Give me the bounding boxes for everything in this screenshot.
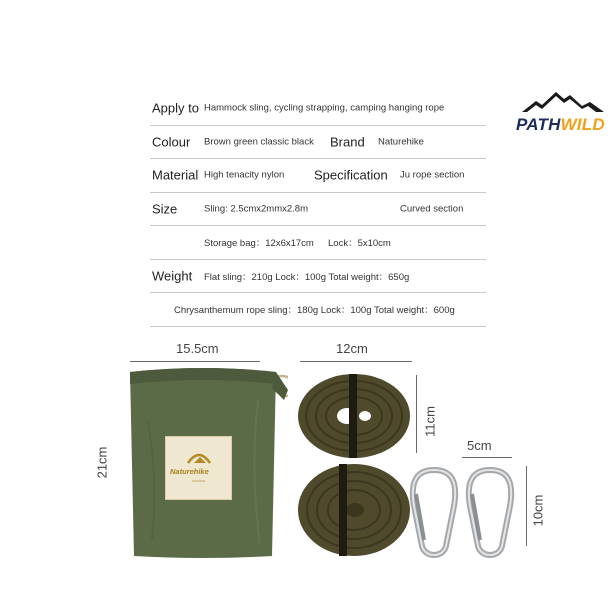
strap-height-label: 11cm bbox=[422, 406, 438, 437]
material-label: Material bbox=[152, 167, 199, 183]
sling-strap-top-image bbox=[295, 370, 413, 462]
spec-table bbox=[150, 92, 486, 327]
logo-text-wild: WILD bbox=[560, 115, 605, 134]
spec-row-colour bbox=[150, 126, 486, 160]
carabiner-width-line bbox=[462, 457, 512, 458]
apply-label: Apply to bbox=[152, 100, 199, 116]
brand-label: Brand bbox=[330, 134, 365, 150]
sling-strap-bottom-image bbox=[295, 460, 413, 560]
apply-value: Hammock sling, cycling strapping, camping hanging rope bbox=[204, 102, 445, 114]
size-sling: Sling: 2.5cmx2mmx2.8m bbox=[204, 203, 309, 215]
brand-value: Naturehike bbox=[378, 136, 424, 148]
spec-row-apply bbox=[150, 92, 486, 126]
strap-height-line bbox=[416, 375, 417, 453]
spec-row-storage bbox=[150, 226, 486, 260]
pathwild-logo bbox=[516, 88, 610, 140]
strap-width-line bbox=[300, 361, 412, 362]
mountain-icon bbox=[522, 88, 604, 114]
bag-logo-icon bbox=[166, 437, 233, 467]
weight-flat: Flat sling：210g Lock：100g Total weight：650g bbox=[204, 271, 410, 283]
spec-row-chrysanthemum bbox=[150, 293, 486, 327]
weight-chrysanthemum: Chrysanthemum rope sling：180g Lock：100g Total weight：600g bbox=[174, 305, 455, 317]
size-label: Size bbox=[152, 201, 178, 217]
storage-bag: Storage bag：12x6x17cm bbox=[204, 238, 314, 250]
carabiner-height-line bbox=[526, 466, 527, 546]
bag-width-label: 15.5cm bbox=[176, 341, 219, 356]
logo-text bbox=[516, 115, 605, 135]
strap-width-label: 12cm bbox=[336, 341, 368, 356]
bag-label bbox=[165, 436, 232, 500]
logo-text-path: PATH bbox=[516, 115, 561, 134]
colour-value: Brown green classic black bbox=[204, 136, 314, 148]
carabiner-height-label: 10cm bbox=[530, 494, 546, 527]
spec-row-size bbox=[150, 193, 486, 227]
lock-size: Lock：5x10cm bbox=[328, 238, 391, 250]
specification-value: Ju rope section bbox=[400, 169, 465, 181]
material-value: High tenacity nylon bbox=[204, 169, 285, 181]
carabiner-right-image bbox=[462, 466, 518, 562]
carabiner-width-label: 5cm bbox=[467, 438, 492, 453]
spec-row-weight bbox=[150, 260, 486, 294]
carabiner-left-image bbox=[406, 466, 462, 562]
size-curved: Curved section bbox=[400, 203, 464, 215]
spec-row-material bbox=[150, 159, 486, 193]
weight-label: Weight bbox=[152, 268, 193, 284]
colour-label: Colour bbox=[152, 134, 191, 150]
bag-height-label: 21cm bbox=[94, 446, 110, 479]
specification-label: Specification bbox=[314, 167, 388, 183]
bag-label-brand: Naturehike bbox=[170, 467, 209, 476]
bag-label-sub: outdoor bbox=[192, 478, 206, 483]
